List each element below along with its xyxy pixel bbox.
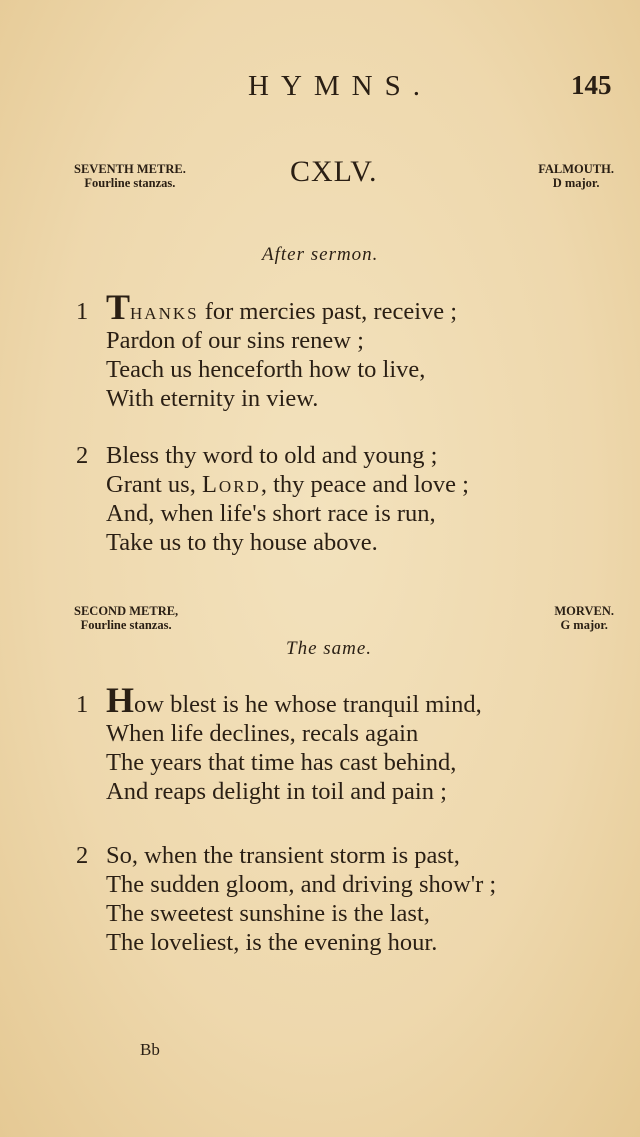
stanza-line: The sudden gloom, and driving show'r ; <box>106 871 497 898</box>
hymn1-metre-block <box>74 162 186 190</box>
stanza-line: The years that time has cast behind, <box>106 749 457 776</box>
hymn2-metre: SECOND METRE, <box>74 604 179 618</box>
hymn2-occasion: The same. <box>286 638 373 659</box>
hymn2-stanza-2 <box>76 841 496 957</box>
hymn1-stanza-2 <box>76 441 469 557</box>
stanza-number: 2 <box>76 442 89 469</box>
hymn1-tune-block <box>538 162 614 190</box>
hymn2-key: G major. <box>560 618 608 632</box>
line-text: ow blest is he whose tranquil mind, <box>134 691 482 718</box>
hymn1-stanza-1 <box>76 287 458 413</box>
stanza-line: The loveliest, is the evening hour. <box>106 929 438 956</box>
hymn1-key: D major. <box>552 176 600 190</box>
line-text: So, when the transient storm is past, <box>106 842 460 869</box>
hymn2-metre-block <box>74 604 178 632</box>
line-text: for mercies past, receive ; <box>198 298 458 325</box>
stanza-line: Take us to thy house above. <box>106 529 378 556</box>
line-text: Grant us, <box>106 471 202 498</box>
stanza-line <box>76 441 469 470</box>
hymn1-metre: SEVENTH METRE. <box>74 162 186 176</box>
drop-cap: H <box>106 680 135 720</box>
stanza-line <box>76 287 458 327</box>
hymn1-occasion: After sermon. <box>262 244 379 265</box>
stanza-number: 2 <box>76 842 89 869</box>
page-number: 145 <box>571 70 612 100</box>
lord-caps: Lord <box>201 471 261 498</box>
stanza-line <box>76 680 482 720</box>
hymn-number: CXLV. <box>290 155 378 188</box>
stanza-line: Teach us henceforth how to live, <box>106 356 426 383</box>
line-text: , thy peace and love ; <box>260 471 469 498</box>
hymn2-stanza-1 <box>76 680 482 806</box>
stanza-number: 1 <box>76 298 89 325</box>
hymn1-stanza-form: Fourline stanzas. <box>84 176 176 190</box>
signature-mark: Bb <box>140 1040 160 1059</box>
hymn2-tune: MORVEN. <box>554 604 614 618</box>
stanza-line: When life declines, recals again <box>106 720 419 747</box>
hymn2-stanza-form: Fourline stanzas. <box>80 618 172 632</box>
stanza-number: 1 <box>76 691 89 718</box>
first-word-caps: hanks <box>130 298 199 325</box>
stanza-line: And, when life's short race is run, <box>106 500 436 527</box>
running-head: HYMNS. <box>248 70 432 102</box>
hymn2-tune-block <box>554 604 614 632</box>
line-text: Bless thy word to old and young ; <box>106 442 438 469</box>
hymn1-tune: FALMOUTH. <box>538 162 614 176</box>
stanza-line: The sweetest sunshine is the last, <box>106 900 430 927</box>
stanza-line <box>76 841 496 870</box>
stanza-line: With eternity in view. <box>106 385 319 412</box>
drop-cap: T <box>106 287 131 327</box>
stanza-line: Pardon of our sins renew ; <box>106 327 364 354</box>
stanza-line <box>76 470 469 499</box>
stanza-line: And reaps delight in toil and pain ; <box>106 778 447 805</box>
